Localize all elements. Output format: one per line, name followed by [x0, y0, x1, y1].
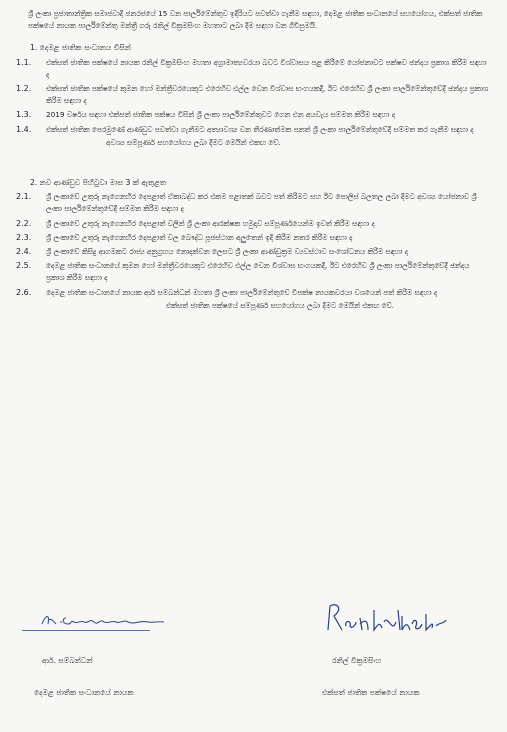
clause-number: 2.4.: [16, 247, 32, 257]
clause-number: 2.5.: [16, 261, 32, 271]
clause-text: දෙමළ ජාතික සංධානයේ නායක ආර් සම්බන්ධන් මහතා ශ්‍රී ලංකා පාර්ලිමේන්තුවේ විපක්ෂ නායකවරයා වශයෙන් පත් කිරීම සඳහා ද: [46, 287, 438, 297]
clause-item: [16, 287, 489, 299]
section-1-heading: 1. දෙමළ ජාතික සංධානය විසින්: [30, 43, 131, 53]
right-signatory-role: එක්සත් ජාතික පක්ෂයේ නායක: [322, 688, 420, 697]
clause-number: 2.6.: [16, 287, 32, 297]
clause-text: 2019 වර්ෂය සඳහා එක්සත් ජාතික පක්ෂය විසින් ශ්‍රී ලංකා පාර්ලිමේන්තුවට ගෙන එන අයවැය සම්මත කිරීම සඳහා ද: [46, 110, 396, 120]
clause-number: 1.1.: [16, 57, 32, 67]
clause-text: ශ්‍රී ලංකාවේ උතුරු නැගෙනහිර දෙපළාත් වලින් ශ්‍රී ලංකා ආරක්ෂක හමුදාව සම්පූර්ණයෙන්ම ඉවත් කිරීම සඳහා ද: [46, 218, 375, 228]
section-2-heading: 2. නව ආණ්ඩුව පිහිටුවා මාස 3 ක් ඇතුළත: [30, 178, 167, 188]
left-signature: [38, 610, 168, 630]
section-1-closing: අවශ්‍ය සම්පූර්ණ සහයෝගය ලබා දීමට මෙයින් එකඟ වේ.: [106, 137, 281, 147]
clause-item: [16, 109, 489, 121]
clause-number: 1.4.: [16, 124, 32, 134]
clause-item: [16, 83, 489, 107]
clause-text: එක්සත් ජාතික පෙරමුණේ ආණ්ඩුව පවත්වා ගැනීමට අත්‍යාවශ්‍ය වන තීරණාත්මක පනත් ශ්‍රී ලංකා පාර්ලිමේන්තුවේදී සම්මත කර ගැනීම සඳහා ද: [46, 124, 474, 134]
clause-item: [16, 232, 489, 244]
clause-text: දෙමළ ජාතික සංධානයේ කුමන හෝ මන්ත්‍රීවරයෙකුට එරෙහිව එල්ල වෙන විශ්වාස භංගයකදී, ඊට එරෙහිව ශ්‍රී ලංකා පාර්ලිමේන්තුවේදී ඡන්දය ප්‍රකාශ කිරීම සඳහා ද: [46, 261, 470, 283]
clause-text: ශ්‍රී ලංකාවේ කිසිදු ආගමකට රාජ්‍ය අනුග්‍රහය නොදක්වන ලෙසට ශ්‍රී ලංකා ආණ්ඩුක්‍රම ව්‍යවස්ථාව සංශෝධනය කිරීම සඳහා ද: [46, 247, 409, 257]
left-signatory-role: දෙමළ ජාතික සංධානයේ නායක: [34, 688, 134, 697]
clause-number: 2.2.: [16, 218, 32, 228]
clause-item: [16, 191, 489, 215]
clause-item: [16, 218, 489, 230]
clause-item: [16, 260, 489, 284]
clause-text: එක්සත් ජාතික පක්ෂයේ නායක රනිල් වික්‍රමසිංහ මහතා අග්‍රාමාත්‍යවරයා බවට විශ්වාසය පළ කිරීමේ යෝජනාවට පක්ෂව ඡන්දය ප්‍රකාශ කිරීම සඳහා ද: [46, 57, 487, 79]
section-2-closing: එක්සත් ජාතික පක්ෂයේ සම්පූර්ණ සහයෝගය ලබා දීමට මෙයින් එකඟ වේ.: [166, 300, 395, 310]
clause-number: 1.2.: [16, 84, 32, 94]
clause-item: [16, 124, 489, 136]
intro-paragraph: ශ්‍රී ලංකා ප්‍රජාතාන්ත්‍රික සමාජවාදී ජනරජයේ 15 වන පාර්ලිමේන්තුව ඉදිරියට පවත්වා ගැනීම සඳහා, දෙමළ ජාතික සංධානයේ සහයෝගය, එක්සත් ජාතික පක්ෂයේ නායක පාර්ලිමේන්තු මන්ත්‍රී ගරු රනිල් වික්‍රමසිංහ මහතාට ලබා දීම සඳහා වන ගිවිසුමයි.: [28, 9, 483, 31]
left-signatory-name: ආර්. සම්බන්ධන්: [42, 656, 93, 665]
clause-number: 1.3.: [16, 110, 32, 120]
signature-block: [0, 596, 507, 732]
right-signature: [322, 600, 452, 640]
clause-text: ශ්‍රී ලංකාවේ උතුරු නැගෙනහිර දෙපළාත් වල බෞද්ධ පූජස්ථාන අලුතෙන් ඉදි කිරීම නතර කිරීම සඳහා ද: [46, 232, 353, 242]
clause-item: [16, 57, 489, 81]
signature-underline: [22, 630, 150, 631]
clause-text: ශ්‍රී ලංකාවේ උතුරු නැගෙනහිර දෙපළාත් ඒකාබද්ධ කර එකම පළාතක් බවට පත් කිරීමට සහ ඊට පොලිස් බලතල ලබා දීමට අවශ්‍ය යෝජනාව ශ්‍රී ලංකා පාර්ලිමේන්තුවේදී සම්මත කිරීම සඳහා ද: [46, 192, 477, 214]
clause-number: 2.1.: [16, 192, 32, 202]
clause-item: [16, 246, 489, 258]
right-signatory-name: රනිල් වික්‍රමසිංහ: [332, 656, 382, 665]
clause-number: 2.3.: [16, 232, 32, 242]
clause-text: එක්සත් ජාතික පක්ෂයේ කුමන හෝ මන්ත්‍රීවරයෙකුට එරෙහිව එල්ල වෙන විශ්වාස භංගයකදී, ඊට එරෙහිව ශ්‍රී ලංකා පාර්ලිමේන්තුවේදී ඡන්දය ප්‍රකාශ කිරීම සඳහා ද: [46, 84, 489, 106]
